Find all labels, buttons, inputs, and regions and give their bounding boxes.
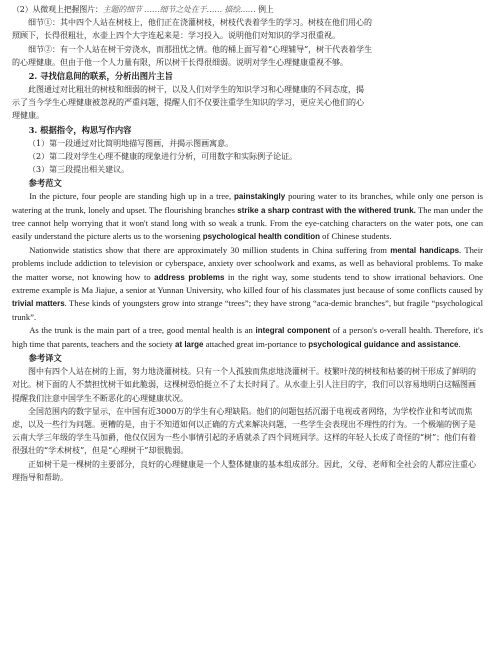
list-item: （1）第一段通过对比简明地描写图画，并揭示图画寓意。	[28, 138, 234, 148]
text-fragment: 例上	[257, 5, 274, 14]
text-line: 的心理健康。但由于他一个人力量有限，所以树干长得很细弱。说明对学生心理健康重视不够。	[12, 57, 348, 67]
section-heading-3: 3. 根据指令，构思写作内容	[28, 124, 132, 135]
translation-paragraph-3: 正如树干是一棵树的主要部分，良好的心理健康是一个人整体健康的基本组成部分。因此，父母、老师和全社会的人都应注重心理指导和帮助。	[12, 459, 476, 482]
essay-paragraph-2: Nationwide statistics show that there are approximately 30 million students in China suffering from mental handicaps. Their problems include addiction to television or cyberspace, anxiety over schoolwork and exams, as well as behavioral problems. To make the matter worse, not knowing how to address problems in the right way, some students tend to show irrational behaviors. One extreme example is Ma Jiajue, a senior at Yunnan University, who killed four of his classmates just because of some conflicts caused by trivial matters. These kinds of youngsters grow into strange “trees”; they have strong “aca-demic branches”, but fragile “psychological trunk”.	[12, 244, 483, 322]
text-line: （2）从微观上把握图片：	[12, 5, 103, 14]
translation-heading: 参考译文	[28, 353, 62, 364]
text-line: 此图通过对比粗壮的树枝和细弱的树干，以及人们对学生的知识学习和心理健康的不同态度，揭	[28, 85, 364, 95]
translation-paragraph-1: 图中有四个人站在树的上面，努力地浇灌树枝。只有一个人孤独而焦虑地浇灌树干。枝繁叶茂的树枝和枯萎的树干形成了鲜明的对比。树下面的人不禁担忧树干如此脆弱，这棵树恐怕挺立不了太长时间了。从水壶上引人注目的字，我们可以容易地明白这幅图画提醒我们注意中国学生不断恶化的心理健康状况。	[12, 367, 476, 403]
text-line: 示了当今学生心理健康被忽视的严重问题，提醒人们不仅要注重学生知识的学习，更应关心他们的心	[12, 98, 364, 108]
section-heading-2: 2. 寻找信息间的联系，分析出图片主旨	[28, 71, 173, 82]
text-line: 照顾下，长得很粗壮，水壶上四个大字连起来是：学习投入。说明他们对知识的学习很重视。	[12, 31, 340, 41]
list-item: （2）第二段对学生心理不健康的现象进行分析，可用数字和实际例子论证。	[28, 151, 298, 161]
text-fragment: 主题的细节	[102, 5, 142, 14]
micro-analysis-line	[12, 3, 483, 16]
text-line: 理健康。	[12, 111, 44, 121]
detail-1-line: 细节①：其中四个人站在树枝上，他们正在浇灌树枝，树枝代表着学生的学习。树枝在他们用心的	[28, 18, 372, 28]
text-fragment: ……细节之处在于…… 描绘……	[144, 5, 256, 14]
essay-paragraph-3: As the trunk is the main part of a tree, good mental health is an integral component of a person's o-verall health. Therefore, it's high time that parents, teachers and the society at large attached great im-portance to psychological guidance and assistance.	[12, 325, 484, 349]
essay-paragraph-1: In the picture, four people are standing high up in a tree, painstakingly pouring water to its branches, while only one person is watering at the trunk, lonely and upset. The flourishing branches strike a sharp contrast with the withered trunk. The man under the tree cannot help worrying that it won't stand long with so weak a trunk. From the eye-catching characters on the water pots, one can easily understand the picture alerts us to the worsening psychological health condition of Chinese students.	[12, 191, 484, 242]
sample-essay-heading: 参考范文	[28, 178, 62, 189]
translation-paragraph-2: 全国范围内的数字显示，在中国有近3000万的学生有心理缺陷。他们的问题包括沉溺于电视或者网络，为学校作业和考试而焦虑，以及一些行为问题。更糟的是，由于不知道如何以正确的方式来解决问题，一些学生会表现出不理性的行为。一个极端的例子是云南大学三年级的学生马加爵，他仅仅因为一些小事情引起的矛盾就杀了四个同班同学。这样的年轻人长成了奇怪的“树”；他们有着很强壮的“学术树枝”，但是“心理树干”却很脆弱。	[12, 406, 477, 456]
detail-2-line: 细节②：有一个人站在树干旁浇水，而那扭忧之情。他的桶上面写着“心理辅导”，树干代表着学生	[28, 44, 373, 54]
list-item: （3）第三段提出相关建议。	[28, 165, 130, 175]
